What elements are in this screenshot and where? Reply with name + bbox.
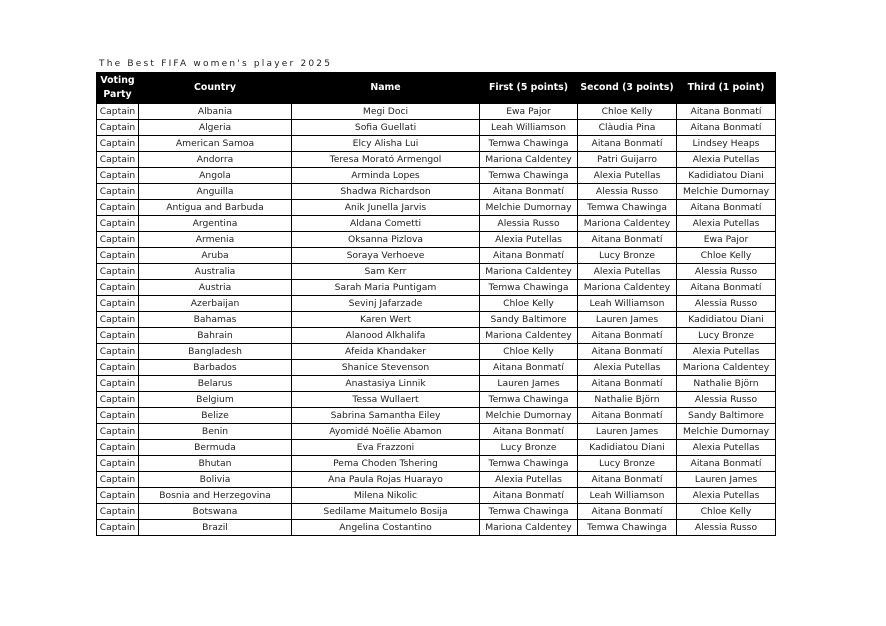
country-cell: Barbados xyxy=(139,360,292,376)
third-choice-cell: Sandy Baltimore xyxy=(677,408,776,424)
second-choice-cell: Aitana Bonmatí xyxy=(578,408,677,424)
header-voting-party: Voting Party xyxy=(97,73,139,104)
first-choice-cell: Aitana Bonmatí xyxy=(480,248,578,264)
table-row xyxy=(97,392,776,408)
first-choice-cell: Temwa Chawinga xyxy=(480,280,578,296)
second-choice-cell: Clàudia Pina xyxy=(578,120,677,136)
first-choice-cell: Temwa Chawinga xyxy=(480,392,578,408)
name-cell: Sam Kerr xyxy=(292,264,480,280)
third-choice-cell: Alessia Russo xyxy=(677,296,776,312)
name-cell: Tessa Wullaert xyxy=(292,392,480,408)
voting-party-cell: Captain xyxy=(97,312,139,328)
country-cell: Argentina xyxy=(139,216,292,232)
second-choice-cell: Aitana Bonmatí xyxy=(578,376,677,392)
first-choice-cell: Alexia Putellas xyxy=(480,232,578,248)
third-choice-cell: Alessia Russo xyxy=(677,520,776,536)
country-cell: Belarus xyxy=(139,376,292,392)
second-choice-cell: Alexia Putellas xyxy=(578,264,677,280)
header-row xyxy=(97,73,776,104)
table-body xyxy=(97,104,776,536)
voting-party-cell: Captain xyxy=(97,232,139,248)
voting-party-cell: Captain xyxy=(97,184,139,200)
third-choice-cell: Alexia Putellas xyxy=(677,440,776,456)
table-row xyxy=(97,296,776,312)
second-choice-cell: Aitana Bonmatí xyxy=(578,472,677,488)
table-row xyxy=(97,312,776,328)
country-cell: Azerbaijan xyxy=(139,296,292,312)
second-choice-cell: Temwa Chawinga xyxy=(578,520,677,536)
header-first: First (5 points) xyxy=(480,73,578,104)
country-cell: Belize xyxy=(139,408,292,424)
second-choice-cell: Kadidiatou Diani xyxy=(578,440,677,456)
first-choice-cell: Aitana Bonmatí xyxy=(480,360,578,376)
third-choice-cell: Alexia Putellas xyxy=(677,216,776,232)
table-row xyxy=(97,184,776,200)
first-choice-cell: Mariona Caldentey xyxy=(480,152,578,168)
header-country: Country xyxy=(139,73,292,104)
country-cell: Brazil xyxy=(139,520,292,536)
third-choice-cell: Aitana Bonmatí xyxy=(677,280,776,296)
voting-party-cell: Captain xyxy=(97,136,139,152)
country-cell: Bolivia xyxy=(139,472,292,488)
name-cell: Megi Doci xyxy=(292,104,480,120)
name-cell: Teresa Morató Armengol xyxy=(292,152,480,168)
second-choice-cell: Leah Williamson xyxy=(578,488,677,504)
third-choice-cell: Aitana Bonmatí xyxy=(677,120,776,136)
first-choice-cell: Alexia Putellas xyxy=(480,472,578,488)
third-choice-cell: Alessia Russo xyxy=(677,264,776,280)
table-row xyxy=(97,376,776,392)
name-cell: Shanice Stevenson xyxy=(292,360,480,376)
third-choice-cell: Alexia Putellas xyxy=(677,152,776,168)
name-cell: Anastasiya Linnik xyxy=(292,376,480,392)
voting-party-cell: Captain xyxy=(97,200,139,216)
header-third: Third (1 point) xyxy=(677,73,776,104)
table-row xyxy=(97,488,776,504)
second-choice-cell: Alexia Putellas xyxy=(578,360,677,376)
table-row xyxy=(97,328,776,344)
name-cell: Sofia Guellati xyxy=(292,120,480,136)
table-row xyxy=(97,216,776,232)
third-choice-cell: Lucy Bronze xyxy=(677,328,776,344)
header-name: Name xyxy=(292,73,480,104)
name-cell: Alanood Alkhalifa xyxy=(292,328,480,344)
country-cell: Bosnia and Herzegovina xyxy=(139,488,292,504)
name-cell: Sabrina Samantha Eiley xyxy=(292,408,480,424)
first-choice-cell: Chloe Kelly xyxy=(480,296,578,312)
table-row xyxy=(97,232,776,248)
first-choice-cell: Mariona Caldentey xyxy=(480,264,578,280)
second-choice-cell: Chloe Kelly xyxy=(578,104,677,120)
voting-party-cell: Captain xyxy=(97,408,139,424)
first-choice-cell: Melchie Dumornay xyxy=(480,200,578,216)
third-choice-cell: Ewa Pajor xyxy=(677,232,776,248)
country-cell: Aruba xyxy=(139,248,292,264)
country-cell: Angola xyxy=(139,168,292,184)
voting-party-cell: Captain xyxy=(97,344,139,360)
country-cell: Armenia xyxy=(139,232,292,248)
table-row xyxy=(97,424,776,440)
second-choice-cell: Lucy Bronze xyxy=(578,456,677,472)
voting-party-cell: Captain xyxy=(97,472,139,488)
second-choice-cell: Mariona Caldentey xyxy=(578,216,677,232)
voting-party-cell: Captain xyxy=(97,488,139,504)
third-choice-cell: Melchie Dumornay xyxy=(677,424,776,440)
first-choice-cell: Temwa Chawinga xyxy=(480,504,578,520)
table-row xyxy=(97,168,776,184)
first-choice-cell: Sandy Baltimore xyxy=(480,312,578,328)
second-choice-cell: Alexia Putellas xyxy=(578,168,677,184)
second-choice-cell: Leah Williamson xyxy=(578,296,677,312)
name-cell: Ana Paula Rojas Huarayo xyxy=(292,472,480,488)
country-cell: American Samoa xyxy=(139,136,292,152)
country-cell: Benin xyxy=(139,424,292,440)
voting-party-cell: Captain xyxy=(97,216,139,232)
third-choice-cell: Kadidiatou Diani xyxy=(677,168,776,184)
voting-party-cell: Captain xyxy=(97,104,139,120)
voting-party-cell: Captain xyxy=(97,392,139,408)
voting-party-cell: Captain xyxy=(97,360,139,376)
first-choice-cell: Aitana Bonmatí xyxy=(480,184,578,200)
third-choice-cell: Lauren James xyxy=(677,472,776,488)
table-row xyxy=(97,360,776,376)
country-cell: Bahrain xyxy=(139,328,292,344)
first-choice-cell: Aitana Bonmatí xyxy=(480,424,578,440)
third-choice-cell: Aitana Bonmatí xyxy=(677,104,776,120)
first-choice-cell: Aitana Bonmatí xyxy=(480,488,578,504)
third-choice-cell: Chloe Kelly xyxy=(677,248,776,264)
document-title: The Best FIFA women's player 2025 xyxy=(99,59,333,69)
country-cell: Austria xyxy=(139,280,292,296)
table-row xyxy=(97,472,776,488)
table-row xyxy=(97,152,776,168)
second-choice-cell: Aitana Bonmatí xyxy=(578,504,677,520)
country-cell: Bhutan xyxy=(139,456,292,472)
voting-party-cell: Captain xyxy=(97,504,139,520)
third-choice-cell: Chloe Kelly xyxy=(677,504,776,520)
second-choice-cell: Lauren James xyxy=(578,312,677,328)
third-choice-cell: Alexia Putellas xyxy=(677,344,776,360)
table-row xyxy=(97,408,776,424)
voting-party-cell: Captain xyxy=(97,456,139,472)
table-row xyxy=(97,136,776,152)
voting-table xyxy=(96,72,776,536)
second-choice-cell: Lauren James xyxy=(578,424,677,440)
voting-party-cell: Captain xyxy=(97,328,139,344)
second-choice-cell: Aitana Bonmatí xyxy=(578,232,677,248)
country-cell: Bangladesh xyxy=(139,344,292,360)
name-cell: Shadwa Richardson xyxy=(292,184,480,200)
table-row xyxy=(97,120,776,136)
first-choice-cell: Ewa Pajor xyxy=(480,104,578,120)
table-row xyxy=(97,520,776,536)
voting-party-cell: Captain xyxy=(97,520,139,536)
third-choice-cell: Nathalie Björn xyxy=(677,376,776,392)
name-cell: Arminda Lopes xyxy=(292,168,480,184)
voting-party-cell: Captain xyxy=(97,296,139,312)
second-choice-cell: Temwa Chawinga xyxy=(578,200,677,216)
first-choice-cell: Alessia Russo xyxy=(480,216,578,232)
table-row xyxy=(97,104,776,120)
voting-party-cell: Captain xyxy=(97,424,139,440)
table-row xyxy=(97,440,776,456)
third-choice-cell: Mariona Caldentey xyxy=(677,360,776,376)
name-cell: Ayomidé Noëlie Abamon xyxy=(292,424,480,440)
name-cell: Sedilame Maitumelo Bosija xyxy=(292,504,480,520)
name-cell: Afeida Khandaker xyxy=(292,344,480,360)
country-cell: Belgium xyxy=(139,392,292,408)
voting-party-cell: Captain xyxy=(97,376,139,392)
first-choice-cell: Melchie Dumornay xyxy=(480,408,578,424)
second-choice-cell: Nathalie Björn xyxy=(578,392,677,408)
voting-party-cell: Captain xyxy=(97,248,139,264)
country-cell: Australia xyxy=(139,264,292,280)
country-cell: Anguilla xyxy=(139,184,292,200)
voting-party-cell: Captain xyxy=(97,440,139,456)
name-cell: Anik Junella Jarvis xyxy=(292,200,480,216)
second-choice-cell: Lucy Bronze xyxy=(578,248,677,264)
country-cell: Albania xyxy=(139,104,292,120)
third-choice-cell: Alessia Russo xyxy=(677,392,776,408)
second-choice-cell: Alessia Russo xyxy=(578,184,677,200)
first-choice-cell: Lauren James xyxy=(480,376,578,392)
country-cell: Algeria xyxy=(139,120,292,136)
second-choice-cell: Patri Guijarro xyxy=(578,152,677,168)
voting-party-cell: Captain xyxy=(97,152,139,168)
first-choice-cell: Mariona Caldentey xyxy=(480,520,578,536)
name-cell: Sarah Maria Puntigam xyxy=(292,280,480,296)
second-choice-cell: Aitana Bonmatí xyxy=(578,328,677,344)
voting-party-cell: Captain xyxy=(97,168,139,184)
voting-party-cell: Captain xyxy=(97,264,139,280)
name-cell: Angelina Costantino xyxy=(292,520,480,536)
name-cell: Karen Wert xyxy=(292,312,480,328)
name-cell: Milena Nikolic xyxy=(292,488,480,504)
table-row xyxy=(97,248,776,264)
second-choice-cell: Aitana Bonmatí xyxy=(578,344,677,360)
second-choice-cell: Aitana Bonmatí xyxy=(578,136,677,152)
country-cell: Andorra xyxy=(139,152,292,168)
first-choice-cell: Temwa Chawinga xyxy=(480,456,578,472)
third-choice-cell: Aitana Bonmatí xyxy=(677,200,776,216)
third-choice-cell: Lindsey Heaps xyxy=(677,136,776,152)
header-second: Second (3 points) xyxy=(578,73,677,104)
third-choice-cell: Alexia Putellas xyxy=(677,488,776,504)
name-cell: Elcy Alisha Lui xyxy=(292,136,480,152)
name-cell: Pema Choden Tshering xyxy=(292,456,480,472)
table-row xyxy=(97,200,776,216)
country-cell: Bahamas xyxy=(139,312,292,328)
first-choice-cell: Temwa Chawinga xyxy=(480,168,578,184)
second-choice-cell: Mariona Caldentey xyxy=(578,280,677,296)
first-choice-cell: Leah Williamson xyxy=(480,120,578,136)
table-row xyxy=(97,504,776,520)
country-cell: Antigua and Barbuda xyxy=(139,200,292,216)
country-cell: Bermuda xyxy=(139,440,292,456)
table-row xyxy=(97,456,776,472)
name-cell: Aldana Cometti xyxy=(292,216,480,232)
third-choice-cell: Kadidiatou Diani xyxy=(677,312,776,328)
first-choice-cell: Temwa Chawinga xyxy=(480,136,578,152)
name-cell: Oksanna Pizlova xyxy=(292,232,480,248)
first-choice-cell: Lucy Bronze xyxy=(480,440,578,456)
name-cell: Eva Frazzoni xyxy=(292,440,480,456)
third-choice-cell: Aitana Bonmatí xyxy=(677,456,776,472)
table-row xyxy=(97,280,776,296)
voting-party-cell: Captain xyxy=(97,280,139,296)
third-choice-cell: Melchie Dumornay xyxy=(677,184,776,200)
country-cell: Botswana xyxy=(139,504,292,520)
table-row xyxy=(97,264,776,280)
first-choice-cell: Mariona Caldentey xyxy=(480,328,578,344)
voting-party-cell: Captain xyxy=(97,120,139,136)
name-cell: Sevinj Jafarzade xyxy=(292,296,480,312)
name-cell: Soraya Verhoeve xyxy=(292,248,480,264)
table-row xyxy=(97,344,776,360)
first-choice-cell: Chloe Kelly xyxy=(480,344,578,360)
